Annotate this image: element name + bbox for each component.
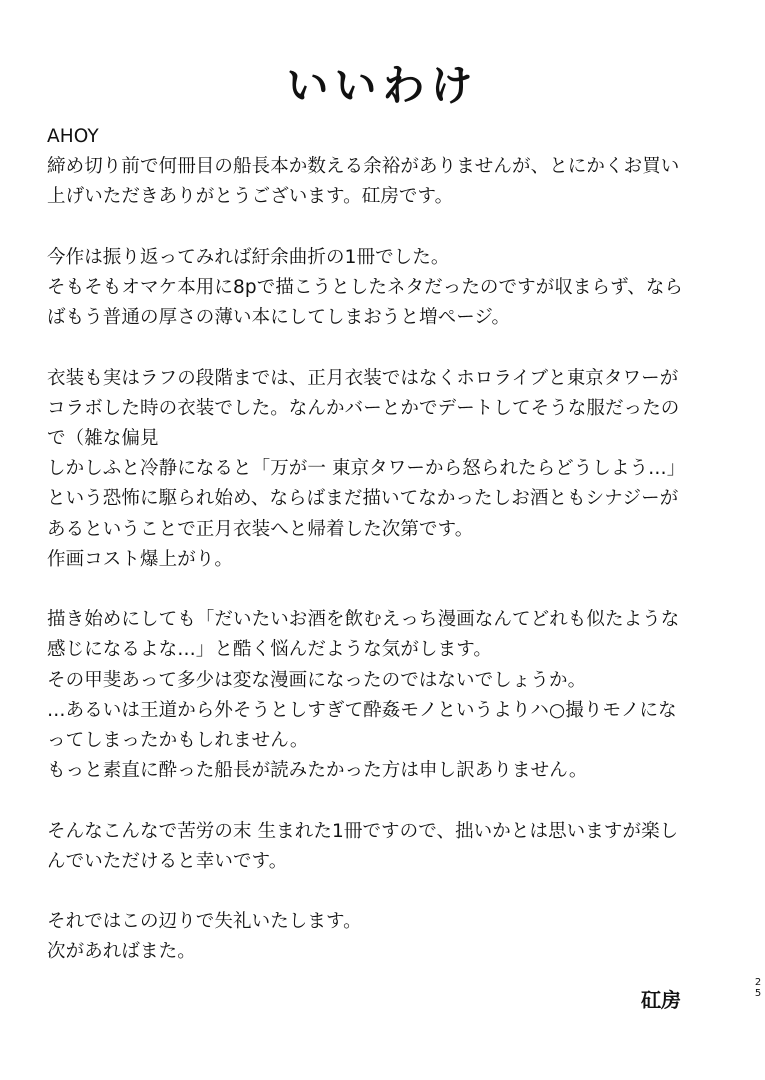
text-line: …あるいは王道から外そうとしすぎて酔姦モノというよりハ○撮りモノにな [47,699,677,721]
text-line: という恐怖に駆られ始め、ならばまだ描いてなかったしお酒ともシナジーが [47,488,679,510]
text-line: んでいただけると幸いです。 [47,850,288,872]
text-line: ってしまったかもしれません。 [47,730,309,752]
text-line: ばもう普通の厚さの薄い本にしてしまおうと増ページ。 [47,307,511,329]
text-line: AHOY [47,126,99,147]
text-line: 感じになるよな…」と酷く悩んだような気がします。 [47,639,492,661]
text-line: 描き始めにしても「だいたいお酒を飲むえっち漫画なんてどれも似たような [47,609,680,631]
text-line: 締め切り前で何冊目の船長本か数える余裕がありませんが、とにかくお買い [47,156,680,178]
text-line: それではこの辺りで失礼いたします。 [47,911,362,933]
text-line: もっと素直に酔った船長が読みたかった方は申し訳ありません。 [47,760,588,782]
paragraph-3 [47,364,737,575]
text-line: 上げいただきありがとうございます。矼房です。 [47,186,454,208]
text-line: そもそもオマケ本用に8pで描こうとしたネタだったのですが収まらず、なら [47,277,684,298]
paragraph-2 [47,243,737,334]
author-signature: 矼房 [641,988,681,1012]
text-line: その甲斐あって多少は変な漫画になったのではないでしょうか。 [47,669,587,691]
text-line: コラボした時の衣装でした。なんかバーとかでデートしてそうな服だったの [47,397,680,419]
text-line: しかしふと冷静になると「万が一 東京タワーから怒られたらどうしよう…」 [47,458,686,480]
paragraph-6 [47,907,737,967]
paragraph-4 [47,605,737,786]
paragraph-5 [47,817,737,877]
text-line: あるということで正月衣装へと帰着した次第です。 [47,518,474,540]
text-line: で（雑な偏見 [47,428,159,449]
afterword-body [47,122,737,968]
text-line: 今作は振り返ってみれば紆余曲折の1冊でした。 [47,246,450,268]
paragraph-1 [47,122,737,213]
page-number [753,977,763,999]
text-line: そんなこんなで苦労の末 生まれた1冊ですので、拙いかとは思いますが楽し [47,820,679,842]
text-line: 衣装も実はラフの段階までは、正月衣装ではなくホロライブと東京タワーが [47,367,679,389]
text-line: 次があればまた。 [47,941,196,963]
page-title: いいわけ [286,61,479,110]
page-number-digit: 2 [754,977,762,988]
page-number-digit: 5 [754,988,762,999]
text-line: 作画コスト爆上がり。 [47,548,234,570]
